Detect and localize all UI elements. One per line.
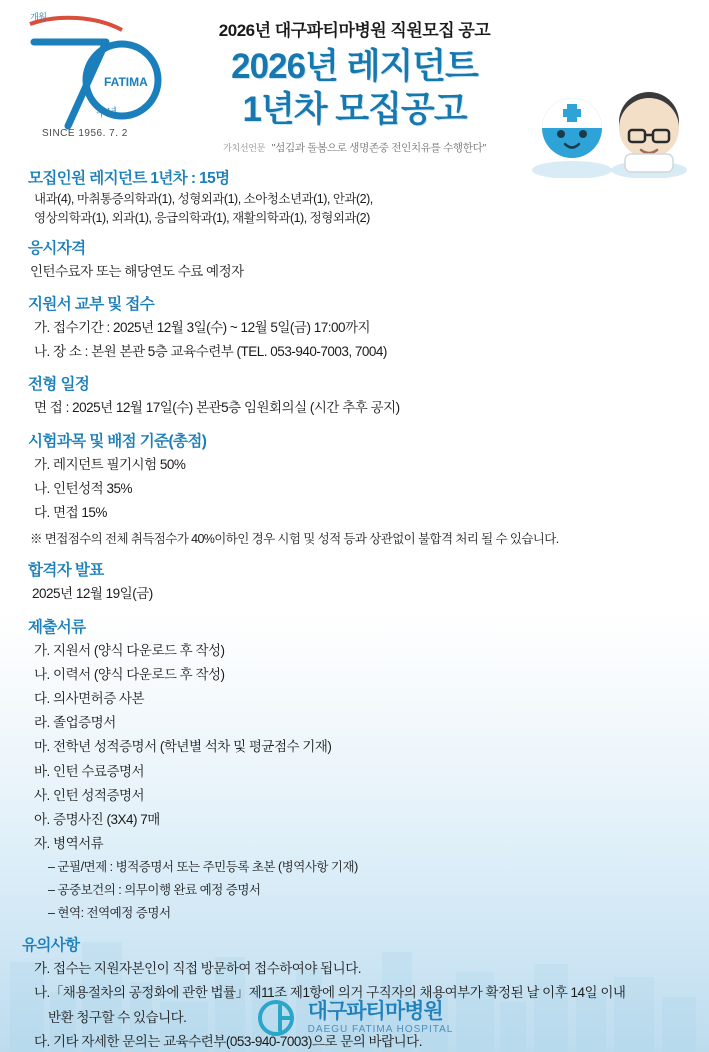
notice-line-1: 가. 접수는 지원자본인이 직접 방문하여 접수하여야 됩니다. [34,961,361,977]
documents-line-4: 라. 졸업증명서 [34,715,116,731]
documents-line-6: 바. 인턴 수료증명서 [34,763,145,779]
application-line-2: 나. 장 소 : 본원 본관 5층 교육수련부 (TEL. 053-940-7003, 7004) [34,344,387,360]
section-schedule [0,366,709,420]
footer-hospital-name-en: DAEGU FATIMA HOSPITAL [307,1023,454,1035]
hospital-mark-icon [256,998,300,1038]
section-exam-subjects [0,423,709,551]
section-title-recruit-count: 모집인원 레지던트 1년차 : 15명 [28,170,230,187]
documents-subline-1: – 군필/면제 : 병적증명서 또는 주민등록 초본 (병역사항 기재) [48,860,358,875]
section-title-application: 지원서 교부 및 접수 [28,295,155,313]
section-title-exam-subjects: 시험과목 및 배점 기준(총점) [28,432,207,450]
exam-line-2: 나. 인턴성적 35% [34,480,132,496]
section-title-schedule: 전형 일정 [28,376,90,394]
notice-line-4: 다. 기타 자세한 문의는 교육수련부(053-940-7003)으로 문의 바랍니다. [34,1033,422,1049]
section-title-documents: 제출서류 [28,618,86,636]
slogan-label: 가치선언문 [223,143,266,153]
footer-hospital-texts [308,1001,454,1034]
documents-line-1: 가. 지원서 (양식 다운로드 후 작성) [34,642,225,658]
section-recruit-count [0,160,709,228]
logo-since-label: SINCE 1956. 7. 2 [42,128,128,139]
poster-header [0,0,709,175]
logo-open-label: 개원 [30,12,47,22]
poster-content [0,160,709,1052]
slogan-text: "섬김과 돌봄으로 생명존중 전인치유를 수행한다" [271,142,486,154]
section-documents [0,609,709,926]
documents-line-9: 자. 병역서류 [34,836,104,852]
qualification-line-1: 인턴수료자 또는 해당연도 수료 예정자 [30,263,244,279]
notice-line-3: 반환 청구할 수 있습니다. [48,1009,187,1025]
svg-text:FATIMA: FATIMA [104,75,148,89]
documents-line-8: 아. 증명사진 (3X4) 7매 [34,812,160,828]
notice-line-2: 나.「채용절차의 공정화에 관한 법률」제11조 제1항에 의거 구직자의 채용여부가 확정된 날 이후 14일 이내 [34,985,626,1001]
section-title-qualification: 응시자격 [28,239,86,257]
announcement-line-1: 2025년 12월 19일(금) [32,586,153,602]
documents-line-5: 마. 전학년 성적증명서 (학년별 석차 및 평균점수 기재) [34,739,332,755]
documents-subline-3: – 현역: 전역예정 증명서 [48,906,171,921]
footer-hospital-name-kr: 대구파티마병원 [307,1000,443,1024]
section-qualification [0,230,709,284]
recruit-count-line-1: 내과(4), 마취통증의학과(1), 성형외과(1), 소아청소년과(1), 안과(2), [34,192,373,206]
poster-top-title: 2026년 대구파티마병원 직원모집 공고 [218,21,491,40]
documents-line-3: 다. 의사면허증 사본 [34,690,145,706]
main-title-line-2: 1년차 모집공고 [242,89,467,129]
section-announcement [0,552,709,606]
exam-line-1: 가. 레지던트 필기시험 50% [34,456,186,472]
exam-note: ※ 면접점수의 전체 취득점수가 40%이하인 경우 시험 및 성적 등과 상관없이 불합격 처리 될 수 있습니다. [30,532,559,547]
application-line-1: 가. 접수기간 : 2025년 12월 3일(수) ~ 12월 5일(금) 17:00까지 [34,319,371,335]
section-application [0,286,709,364]
recruit-count-line-2: 영상의학과(1), 외과(1), 응급의학과(1), 재활의학과(1), 정형외과(2) [34,210,370,225]
documents-subline-2: – 공중보건의 : 의무이행 완료 예정 증명서 [48,883,261,898]
documents-line-7: 사. 인턴 성적증명서 [34,787,145,803]
section-title-notice: 유의사항 [22,937,80,955]
logo-anniversary-label: 주년 [96,107,118,119]
main-title-line-1: 2026년 레지던트 [231,47,478,86]
schedule-line-1: 면 접 : 2025년 12월 17일(수) 본관5층 임원회의실 (시간 추후 공지) [34,400,400,416]
documents-line-2: 나. 이력서 (양식 다운로드 후 작성) [34,666,225,682]
section-title-announcement: 합격자 발표 [28,562,104,580]
exam-line-3: 다. 면접 15% [34,505,107,521]
footer-hospital-logo [0,998,709,1038]
